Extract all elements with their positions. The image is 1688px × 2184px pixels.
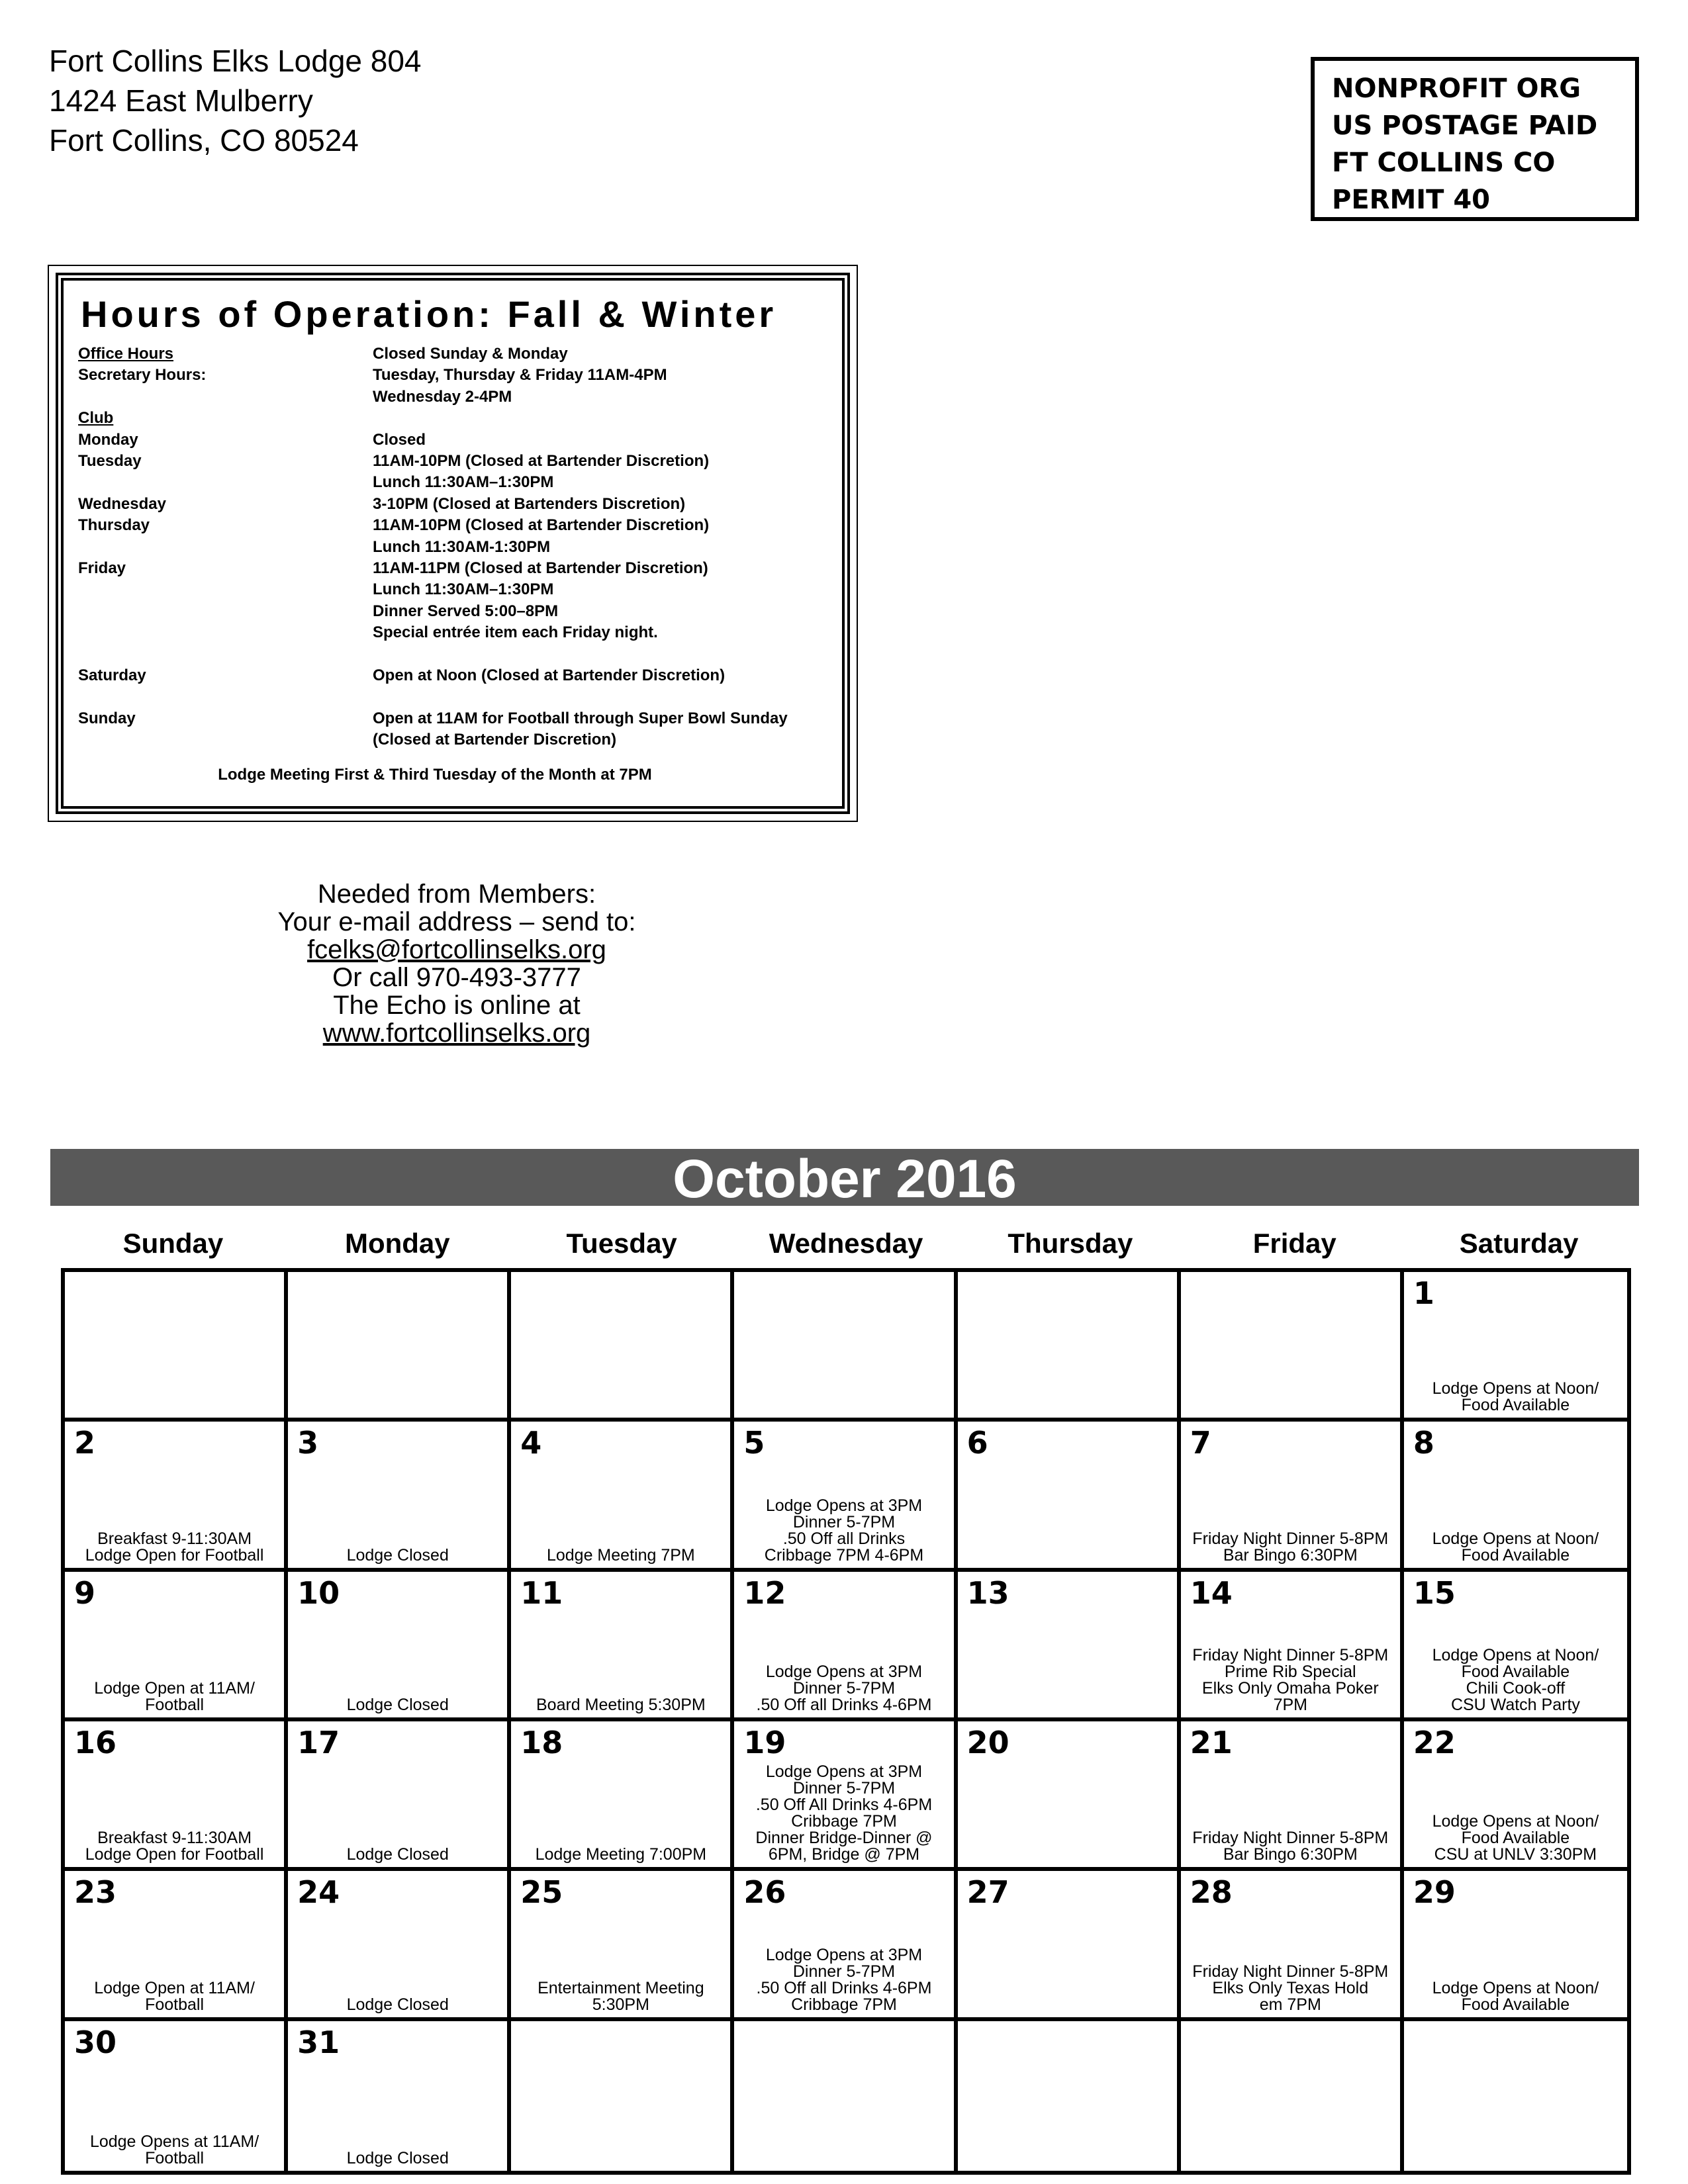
event-line: Lodge Opens at Noon/ — [1432, 1379, 1599, 1398]
day-events — [1404, 1647, 1627, 1713]
day-events — [1404, 1813, 1627, 1863]
day-events — [288, 1846, 507, 1863]
day-events — [734, 1498, 953, 1564]
event-line: Board Meeting 5:30PM — [536, 1695, 706, 1714]
postage-line: PERMIT 40 — [1332, 185, 1491, 215]
event-line: Lodge Opens at Noon/ — [1432, 1978, 1599, 1997]
calendar-day-cell — [288, 1422, 511, 1571]
calendar-day-cell — [1181, 1572, 1404, 1721]
members-notice — [199, 880, 715, 1047]
calendar-day-cell — [958, 1422, 1181, 1571]
website-link[interactable]: www.fortcollinselks.org — [322, 1019, 591, 1048]
event-line: Lodge Opens at Noon/ — [1432, 1812, 1599, 1831]
day-number: 26 — [743, 1874, 786, 1911]
calendar-day-cell — [1181, 1871, 1404, 2021]
event-line: Lodge Meeting 7:00PM — [535, 1845, 707, 1864]
calendar-day-cell — [511, 2021, 734, 2171]
day-events — [288, 1547, 507, 1564]
event-line: Dinner 5-7PM — [792, 1512, 896, 1531]
day-number: 21 — [1190, 1724, 1233, 1760]
day-number: 19 — [743, 1724, 786, 1760]
hours-row — [78, 537, 831, 558]
day-events — [65, 1680, 284, 1713]
day-events — [288, 2150, 507, 2167]
event-line: Cribbage 7PM — [791, 1812, 897, 1831]
day-number: 4 — [520, 1425, 542, 1461]
calendar-day-cell — [734, 1272, 957, 1422]
day-events — [1404, 1531, 1627, 1564]
calendar-grid — [61, 1268, 1631, 2175]
event-line: Food Available — [1461, 1396, 1570, 1415]
day-number: 3 — [297, 1425, 319, 1461]
day-events — [65, 1531, 284, 1564]
calendar-day-cell — [288, 1572, 511, 1721]
hours-label — [78, 729, 373, 751]
event-line: Bar Bingo 6:30PM — [1223, 1545, 1358, 1565]
event-line: Lodge Opens at 3PM — [765, 1662, 923, 1681]
hours-value: Dinner Served 5:00–8PM — [373, 602, 559, 620]
event-line: Football — [145, 1995, 205, 2014]
hours-label: Secretary Hours: — [78, 366, 207, 385]
hours-label — [78, 601, 373, 622]
day-events — [734, 1764, 953, 1863]
event-line: Lodge Closed — [346, 1845, 449, 1864]
hours-label — [78, 472, 373, 493]
calendar-day-cell — [511, 1572, 734, 1721]
day-events — [65, 2134, 284, 2167]
day-events — [1404, 1980, 1627, 2013]
calendar-day-cell — [734, 1721, 957, 1871]
day-events — [511, 1980, 730, 2013]
event-line: Lodge Opens at 3PM — [765, 1496, 923, 1515]
hours-value: Lunch 11:30AM-1:30PM — [373, 537, 551, 556]
day-number: 9 — [74, 1574, 96, 1611]
day-events — [1181, 1647, 1400, 1713]
hours-row — [78, 387, 831, 408]
calendar-day-cell — [288, 1721, 511, 1871]
calendar-day-cell — [1404, 1721, 1627, 1871]
day-events — [511, 1697, 730, 1713]
hours-value: 11AM-11PM (Closed at Bartender Discretion) — [373, 559, 708, 578]
hours-value: (Closed at Bartender Discretion) — [373, 731, 617, 749]
weekday-label: Saturday — [1459, 1228, 1579, 1259]
hours-box — [48, 265, 858, 822]
event-line: CSU at UNLV 3:30PM — [1434, 1845, 1597, 1864]
hours-value: Closed — [373, 430, 426, 449]
hours-label: Monday — [78, 430, 138, 449]
day-number: 12 — [743, 1574, 786, 1611]
calendar-day-cell — [1404, 1422, 1627, 1571]
day-events — [288, 1697, 507, 1713]
hours-row — [78, 644, 831, 665]
calendar-day-cell — [958, 1572, 1181, 1721]
day-number: 29 — [1413, 1874, 1456, 1911]
day-events — [1181, 1830, 1400, 1863]
hours-row — [78, 343, 831, 365]
event-line: em 7PM — [1259, 1995, 1321, 2014]
weekday-header — [61, 1228, 1631, 1259]
hours-label: Friday — [78, 559, 126, 578]
calendar-day-cell — [1181, 1422, 1404, 1571]
postage-indicia — [1311, 57, 1639, 221]
event-line: Friday Night Dinner 5-8PM — [1192, 1829, 1389, 1848]
calendar-day-cell — [1404, 1572, 1627, 1721]
event-line: Lodge Opens at Noon/ — [1432, 1645, 1599, 1664]
event-line: Lodge Opens at 3PM — [765, 1945, 923, 1964]
day-number: 31 — [297, 2024, 340, 2060]
weekday-label: Thursday — [1008, 1228, 1133, 1259]
event-line: Friday Night Dinner 5-8PM — [1192, 1645, 1389, 1664]
day-number: 8 — [1413, 1425, 1434, 1461]
event-line: .50 Off all Drinks 4-6PM — [756, 1978, 932, 1997]
day-number: 16 — [74, 1724, 117, 1760]
hours-value: Lunch 11:30AM–1:30PM — [373, 580, 554, 599]
day-number: 24 — [297, 1874, 340, 1911]
calendar-day-cell — [1404, 2021, 1627, 2171]
hours-row — [78, 408, 831, 429]
hours-value: Special entrée item each Friday night. — [373, 623, 658, 642]
calendar-title: October 2016 — [50, 1149, 1639, 1206]
hours-value: 11AM-10PM (Closed at Bartender Discretion) — [373, 516, 710, 535]
hours-row — [78, 430, 831, 451]
event-line: Lodge Closed — [346, 2148, 449, 2167]
event-line: Entertainment Meeting — [538, 1978, 704, 1997]
day-number: 15 — [1413, 1574, 1456, 1611]
day-number: 20 — [966, 1724, 1009, 1760]
calendar-day-cell — [958, 1871, 1181, 2021]
event-line: .50 Off All Drinks 4-6PM — [755, 1796, 933, 1815]
day-number: 2 — [74, 1425, 96, 1461]
postage-line: US POSTAGE PAID — [1332, 111, 1598, 141]
event-line: Friday Night Dinner 5-8PM — [1192, 1962, 1389, 1981]
day-number: 6 — [966, 1425, 988, 1461]
hours-label: Wednesday — [78, 494, 166, 513]
notice-line: The Echo is online at — [333, 991, 581, 1020]
calendar-day-cell — [65, 1721, 288, 1871]
event-line: Dinner 5-7PM — [792, 1779, 896, 1798]
event-line: Dinner 5-7PM — [792, 1678, 896, 1698]
postage-line: FT COLLINS CO — [1332, 148, 1556, 178]
event-line: Lodge Opens at 11AM/ — [89, 2132, 259, 2151]
email-link[interactable]: fcelks@fortcollinselks.org — [307, 935, 606, 964]
hours-row — [78, 622, 831, 643]
day-events — [65, 1830, 284, 1863]
day-number: 17 — [297, 1724, 340, 1760]
day-events — [511, 1547, 730, 1564]
hours-row — [78, 579, 831, 600]
day-number: 10 — [297, 1574, 340, 1611]
hours-label: Thursday — [78, 516, 150, 535]
weekday-label: Wednesday — [769, 1228, 923, 1259]
hours-label — [78, 387, 373, 408]
day-events — [288, 1997, 507, 2013]
hours-table — [78, 343, 831, 751]
event-line: 7PM — [1273, 1695, 1307, 1714]
hours-row — [78, 515, 831, 536]
event-line: Lodge Open for Football — [85, 1845, 264, 1864]
return-address — [49, 41, 422, 160]
notice-line: Needed from Members: — [317, 880, 596, 909]
event-line: Breakfast 9-11:30AM — [97, 1529, 252, 1548]
event-line: Elks Only Texas Hold — [1212, 1978, 1369, 1997]
hours-label: Tuesday — [78, 452, 142, 471]
notice-line: Your e-mail address – send to: — [277, 907, 636, 936]
calendar-day-cell — [734, 1572, 957, 1721]
event-line: Lodge Open for Football — [85, 1545, 264, 1565]
event-line: Food Available — [1461, 1662, 1570, 1681]
day-number: 14 — [1190, 1574, 1233, 1611]
calendar-day-cell — [1181, 2021, 1404, 2171]
event-line: Chili Cook-off — [1466, 1678, 1566, 1698]
event-line: Dinner Bridge-Dinner @ — [755, 1829, 933, 1848]
weekday-label: Monday — [344, 1228, 450, 1259]
event-line: Football — [145, 2148, 205, 2167]
hours-value: Lunch 11:30AM–1:30PM — [373, 473, 554, 492]
hours-row — [78, 686, 831, 707]
event-line: Football — [145, 1695, 205, 1714]
hours-value: Tuesday, Thursday & Friday 11AM-4PM — [373, 366, 667, 385]
calendar-day-cell — [511, 1422, 734, 1571]
hours-value — [373, 686, 831, 707]
event-line: Cribbage 7PM 4-6PM — [764, 1545, 924, 1565]
hours-row — [78, 558, 831, 579]
hours-label — [78, 644, 373, 665]
event-line: Lodge Opens at Noon/ — [1432, 1529, 1599, 1548]
calendar-day-cell — [958, 1721, 1181, 1871]
hours-label: Club — [78, 409, 114, 428]
calendar-day-cell — [288, 1272, 511, 1422]
day-number: 27 — [966, 1874, 1009, 1911]
event-line: Bar Bingo 6:30PM — [1223, 1845, 1358, 1864]
event-line: Dinner 5-7PM — [792, 1962, 896, 1981]
event-line: Prime Rib Special — [1224, 1662, 1356, 1681]
calendar-day-cell — [958, 2021, 1181, 2171]
hours-value: Open at Noon (Closed at Bartender Discretion) — [373, 666, 726, 685]
hours-row — [78, 494, 831, 515]
hours-value: 11AM-10PM (Closed at Bartender Discretion) — [373, 452, 710, 471]
hours-label: Office Hours — [78, 345, 174, 363]
event-line: Lodge Closed — [346, 1695, 449, 1714]
event-line: Friday Night Dinner 5-8PM — [1192, 1529, 1389, 1548]
address-line: 1424 East Mulberry — [49, 83, 313, 118]
event-line: Elks Only Omaha Poker — [1201, 1678, 1379, 1698]
hours-box-inner — [56, 273, 850, 814]
hours-label: Saturday — [78, 666, 146, 685]
calendar-day-cell — [734, 1871, 957, 2021]
hours-value: Open at 11AM for Football through Super Bowl Sunday — [373, 709, 788, 727]
day-number: 23 — [74, 1874, 117, 1911]
calendar-day-cell — [65, 2021, 288, 2171]
hours-row — [78, 665, 831, 686]
day-events — [734, 1664, 953, 1713]
hours-value: Closed Sunday & Monday — [373, 345, 568, 363]
hours-value — [373, 644, 831, 665]
calendar-day-cell — [65, 1572, 288, 1721]
hours-value — [373, 408, 831, 429]
hours-row — [78, 365, 831, 386]
calendar-day-cell — [1181, 1272, 1404, 1422]
day-number: 7 — [1190, 1425, 1211, 1461]
day-number: 5 — [743, 1425, 765, 1461]
hours-value: 3-10PM (Closed at Bartenders Discretion) — [373, 494, 686, 513]
hours-title: Hours of Operation: Fall & Winter — [81, 293, 777, 335]
address-line: Fort Collins, CO 80524 — [49, 123, 359, 158]
calendar-day-cell — [734, 1422, 957, 1571]
calendar-day-cell — [65, 1871, 288, 2021]
day-events — [1181, 1964, 1400, 2013]
event-line: .50 Off all Drinks — [782, 1529, 906, 1548]
hours-value: Wednesday 2-4PM — [373, 387, 512, 406]
hours-label — [78, 622, 373, 643]
event-line: Lodge Open at 11AM/ — [94, 1978, 255, 1997]
calendar-day-cell — [511, 1272, 734, 1422]
notice-line: Or call 970-493-3777 — [332, 963, 581, 992]
calendar-day-cell — [511, 1871, 734, 2021]
hours-row — [78, 601, 831, 622]
address-line: Fort Collins Elks Lodge 804 — [49, 44, 422, 78]
event-line: Breakfast 9-11:30AM — [97, 1829, 252, 1848]
weekday-label: Tuesday — [566, 1228, 677, 1259]
postage-line: NONPROFIT ORG — [1332, 73, 1581, 104]
calendar-day-cell — [1404, 1272, 1627, 1422]
hours-row — [78, 451, 831, 472]
hours-label — [78, 686, 373, 707]
hours-footer: Lodge Meeting First & Third Tuesday of the Month at 7PM — [218, 765, 652, 784]
event-line: 6PM, Bridge @ 7PM — [768, 1845, 920, 1864]
event-line: Food Available — [1461, 1995, 1570, 2014]
hours-row — [78, 472, 831, 493]
event-line: Lodge Meeting 7PM — [546, 1545, 695, 1565]
event-line: Lodge Open at 11AM/ — [94, 1678, 255, 1698]
day-events — [1181, 1531, 1400, 1564]
hours-label: Sunday — [78, 709, 136, 727]
hours-label — [78, 579, 373, 600]
hours-label — [78, 537, 373, 558]
calendar-day-cell — [958, 1272, 1181, 1422]
day-number: 22 — [1413, 1724, 1456, 1760]
calendar-day-cell — [65, 1422, 288, 1571]
event-line: Cribbage 7PM — [791, 1995, 897, 2014]
day-events — [1404, 1381, 1627, 1414]
day-number: 13 — [966, 1574, 1009, 1611]
event-line: Lodge Opens at 3PM — [765, 1762, 923, 1782]
day-number: 28 — [1190, 1874, 1233, 1911]
event-line: .50 Off all Drinks 4-6PM — [756, 1695, 932, 1714]
day-events — [734, 1947, 953, 2013]
event-line: Food Available — [1461, 1545, 1570, 1565]
calendar-day-cell — [1404, 1871, 1627, 2021]
hours-row — [78, 708, 831, 729]
event-line: Lodge Closed — [346, 1545, 449, 1565]
calendar-day-cell — [1181, 1721, 1404, 1871]
day-number: 11 — [520, 1574, 563, 1611]
day-number: 18 — [520, 1724, 563, 1760]
weekday-label: Friday — [1252, 1228, 1336, 1259]
day-number: 25 — [520, 1874, 563, 1911]
event-line: CSU Watch Party — [1450, 1695, 1580, 1714]
calendar-day-cell — [734, 2021, 957, 2171]
day-events — [511, 1846, 730, 1863]
weekday-label: Sunday — [122, 1228, 224, 1259]
event-line: Food Available — [1461, 1829, 1570, 1848]
calendar-day-cell — [65, 1272, 288, 1422]
hours-row — [78, 729, 831, 751]
calendar-day-cell — [288, 1871, 511, 2021]
day-number: 1 — [1413, 1275, 1434, 1311]
calendar-day-cell — [511, 1721, 734, 1871]
event-line: 5:30PM — [592, 1995, 649, 2014]
calendar-day-cell — [288, 2021, 511, 2171]
day-number: 30 — [74, 2024, 117, 2060]
day-events — [65, 1980, 284, 2013]
event-line: Lodge Closed — [346, 1995, 449, 2014]
